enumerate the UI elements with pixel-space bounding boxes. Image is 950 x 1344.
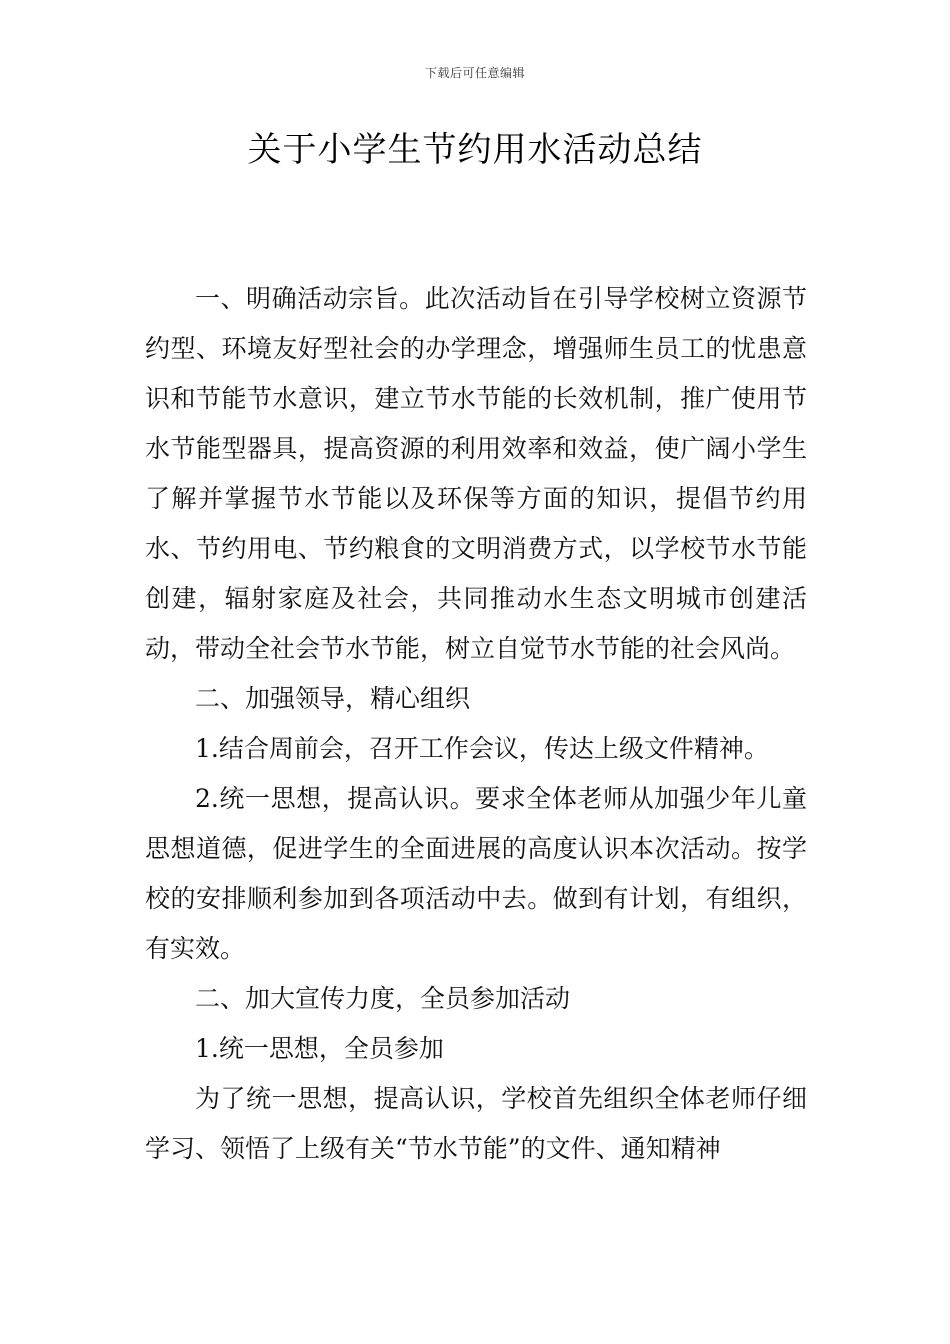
- document-body: [145, 274, 807, 1174]
- document-title: 关于小学生节约用水活动总结: [247, 130, 703, 170]
- list-item-unify-thinking: 2.统一思想，提高认识。要求全体老师从加强少年儿童思想道德，促进学生的全面进展的高度认识本次活动。按学校的安排顺利参加到各项活动中去。做到有计划，有组织，有实效。: [145, 784, 807, 963]
- header-note: 下载后可任意编辑: [424, 66, 525, 80]
- section-heading-publicity: 二、加大宣传力度，全员参加活动: [195, 984, 571, 1013]
- paragraph-study: 为了统一思想，提高认识，学校首先组织全体老师仔细学习、领悟了上级有关“节水节能”的文件、通知精神: [145, 1084, 807, 1163]
- section-heading-leadership: 二、加强领导，精心组织: [195, 684, 471, 713]
- list-item-meeting: 1.结合周前会，召开工作会议，传达上级文件精神。: [195, 734, 769, 763]
- list-item-full-participation: 1.统一思想，全员参加: [195, 1034, 444, 1063]
- paragraph-purpose: 一、明确活动宗旨。此次活动旨在引导学校树立资源节约型、环境友好型社会的办学理念，增强师生员工的忧患意识和节能节水意识，建立节水节能的长效机制，推广使用节水节能型器具，提高资源的利用效率和效益，使广阔小学生了解并掌握节水节能以及环保等方面的知识，提倡节约用水、节约用电、节约粮食的文明消费方式，以学校节水节能创建，辐射家庭及社会，共同推动水生态文明城市创建活动，带动全社会节水节能，树立自觉节水节能的社会风尚。: [145, 284, 807, 663]
